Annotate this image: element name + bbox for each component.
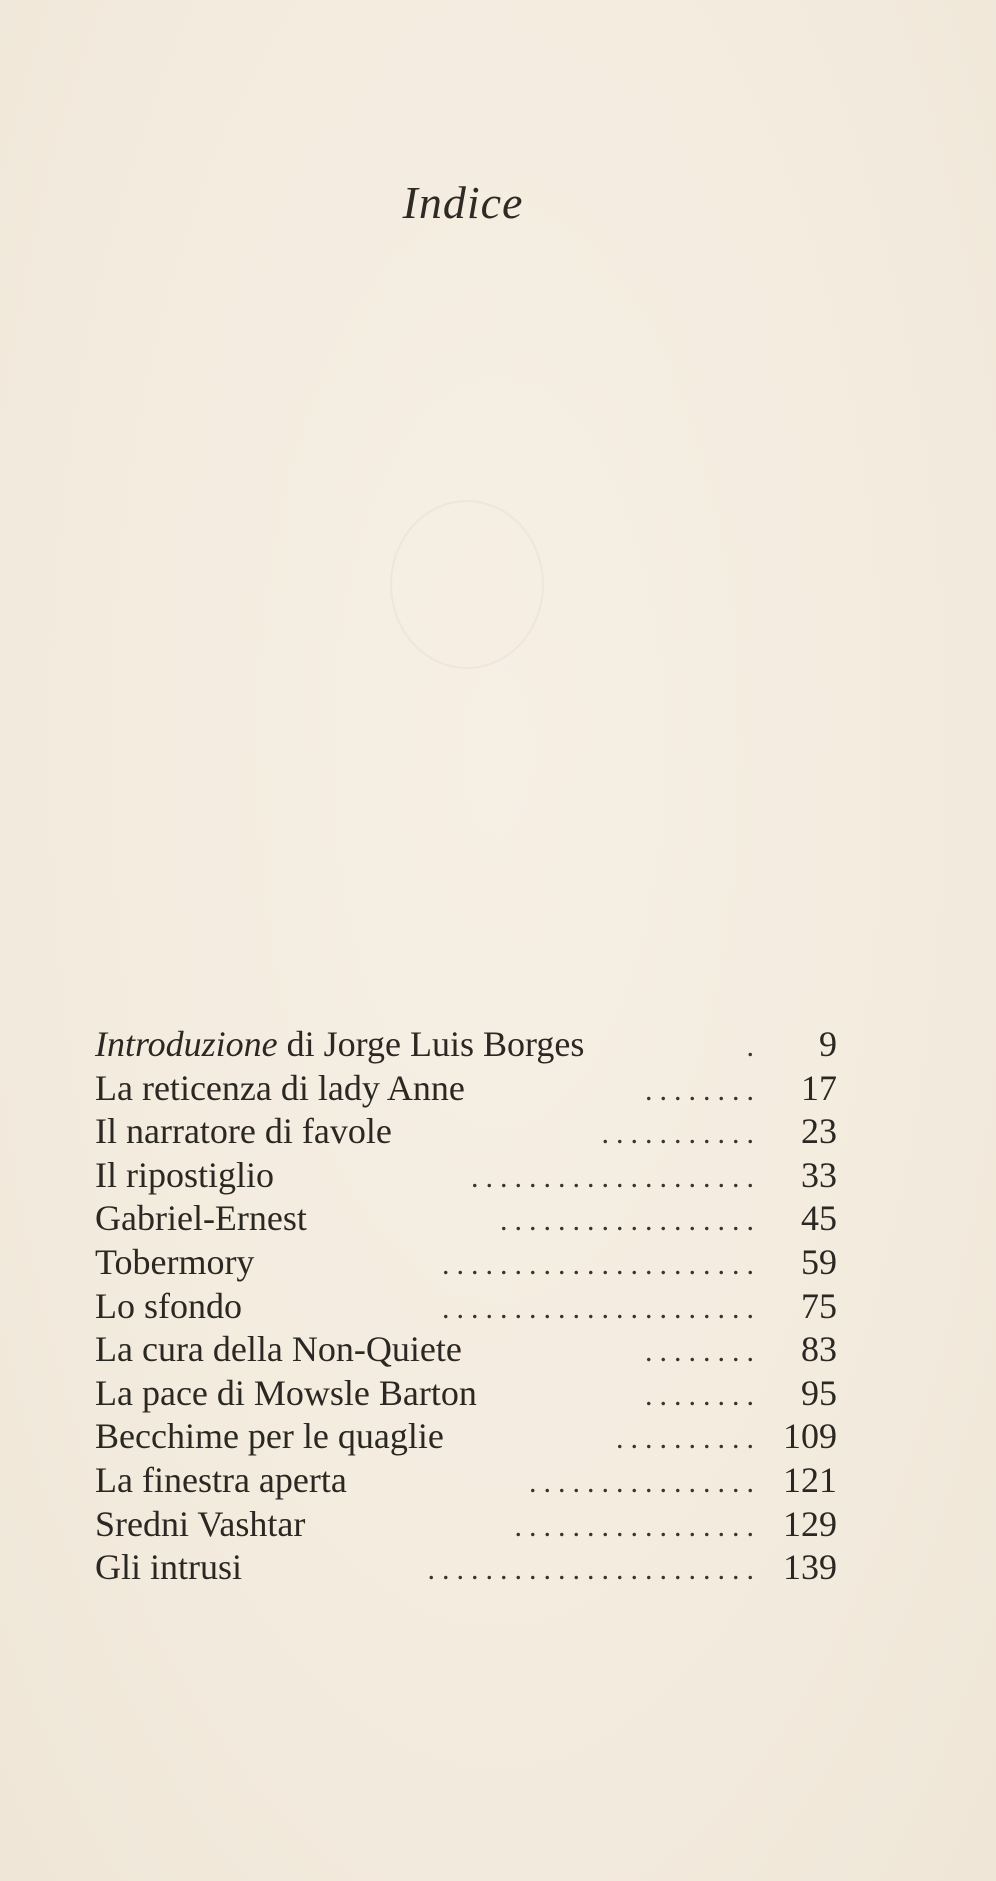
toc-entry-title: Gabriel-Ernest — [95, 1198, 307, 1239]
toc-entry-title: Il ripostiglio — [95, 1154, 274, 1195]
toc-entry-title: Becchime per le quaglie — [95, 1416, 444, 1457]
toc-entry — [95, 1328, 837, 1372]
toc-page-number: 121 — [783, 1459, 837, 1500]
toc-entry-title: La cura della Non-Quiete — [95, 1329, 462, 1370]
toc-entry-title: La pace di Mowsle Barton — [95, 1372, 477, 1413]
toc-leader-dots: ....................... — [427, 1553, 761, 1587]
toc-entry — [95, 1415, 837, 1459]
toc-entry-title: Lo sfondo — [95, 1285, 242, 1326]
toc-entry-title: Il narratore di favole — [95, 1111, 392, 1152]
toc-leader-dots: ........ — [645, 1378, 761, 1412]
toc-entry — [95, 1503, 837, 1547]
toc-page-number: 139 — [783, 1547, 837, 1588]
toc-leader-dots: ................. — [514, 1509, 761, 1543]
toc-entry — [95, 1067, 837, 1111]
toc-leader-dots: .................... — [471, 1160, 761, 1194]
toc-leader-dots: ...................... — [442, 1247, 761, 1281]
toc-leader-dots: .................. — [500, 1204, 761, 1238]
table-of-contents — [95, 1023, 837, 1590]
toc-page-number: 59 — [801, 1241, 837, 1282]
toc-entry — [95, 1285, 837, 1329]
toc-leader-dots: ...................... — [442, 1291, 761, 1325]
toc-page-number: 9 — [819, 1024, 837, 1064]
toc-entry — [95, 1154, 837, 1198]
toc-page-number: 33 — [801, 1154, 837, 1195]
toc-leader-dots: ................ — [529, 1465, 761, 1499]
toc-page-number: 75 — [801, 1285, 837, 1326]
toc-leader-dots: ........ — [645, 1335, 761, 1369]
toc-entry-title: Sredni Vashtar — [95, 1503, 306, 1544]
toc-entry-title-italic: Introduzione — [95, 1024, 278, 1064]
toc-entry — [95, 1197, 837, 1241]
toc-entry — [95, 1372, 837, 1416]
toc-page-number: 23 — [801, 1111, 837, 1152]
toc-page-number: 109 — [783, 1416, 837, 1457]
toc-page-number: 17 — [801, 1067, 837, 1108]
toc-leader-dots: ........... — [601, 1117, 761, 1151]
toc-entry-title-text: di Jorge Luis Borges — [277, 1024, 585, 1064]
toc-entry — [95, 1459, 837, 1503]
toc-leader-dots: .......... — [616, 1422, 761, 1456]
toc-entry-title: La finestra aperta — [95, 1459, 347, 1500]
toc-page-number: 83 — [801, 1329, 837, 1370]
toc-entry — [95, 1241, 837, 1285]
bleed-through-seal — [390, 500, 544, 669]
toc-leader-dots: ........ — [645, 1073, 761, 1107]
page-title: Indice — [402, 177, 524, 228]
toc-page-number: 45 — [801, 1198, 837, 1239]
toc-entry-title: Gli intrusi — [95, 1547, 243, 1588]
toc-page-number: 129 — [783, 1503, 837, 1544]
toc-entry-title: La reticenza di lady Anne — [95, 1067, 465, 1108]
toc-entry — [95, 1110, 837, 1154]
toc-leader-dots: . — [746, 1030, 761, 1063]
toc-page-number: 95 — [801, 1372, 837, 1413]
toc-entry — [95, 1023, 837, 1067]
toc-entry-title — [95, 1023, 584, 1067]
toc-entry — [95, 1546, 837, 1590]
toc-entry-title: Tobermory — [95, 1241, 255, 1282]
